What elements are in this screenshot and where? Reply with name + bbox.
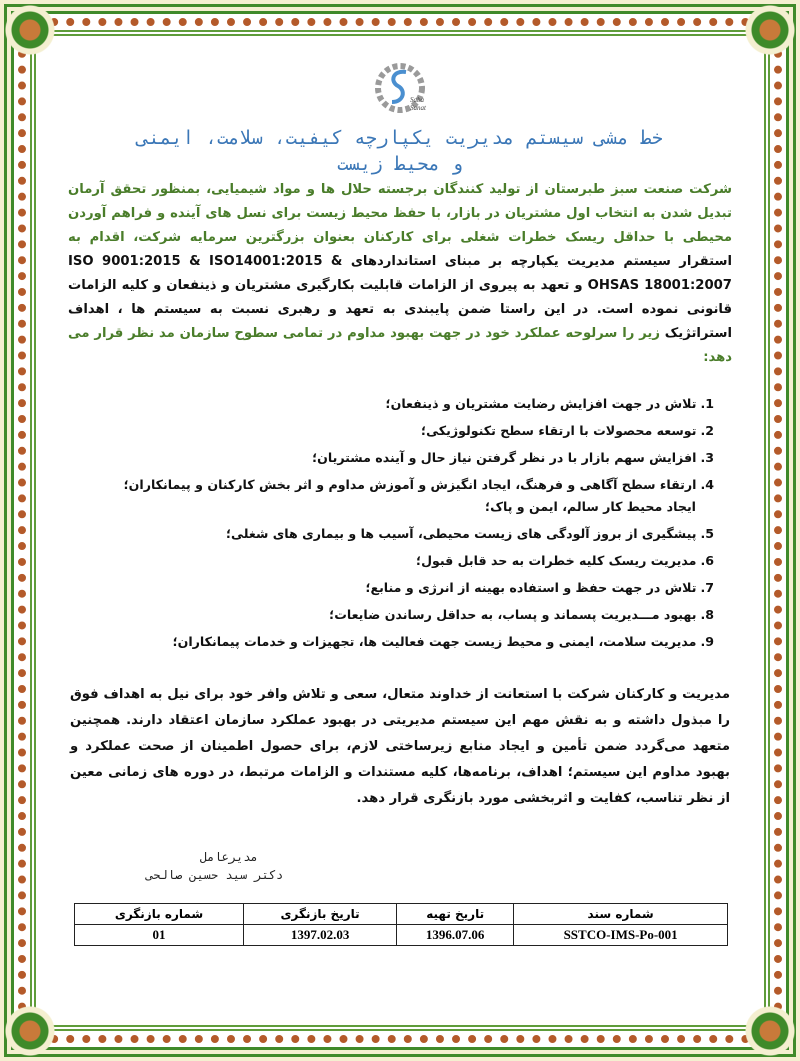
intro-paragraph — [68, 178, 732, 370]
strategic-goals-list — [72, 393, 714, 658]
signature-title: مدیرعامل — [200, 850, 258, 864]
table-header-row — [75, 904, 728, 925]
table-cell: 1396.07.06 — [397, 925, 514, 946]
corner-ornament-bottom-right — [740, 1001, 800, 1061]
corner-ornament-top-left — [0, 0, 60, 60]
list-item: 6.مدیریت ریسک کلیه خطرات به حد قابل قبول؛ — [416, 553, 714, 568]
table-row — [75, 925, 728, 946]
intro-tail-text: زیر را سرلوحه عملکرد خود در جهت بهبود مداوم در تمامی سطوح سازمان مد نظر قرار می دهد: — [68, 326, 732, 365]
table-header-cell: تاریخ بازنگری — [244, 904, 397, 925]
list-item: 2.توسعه محصولات با ارتقاء سطح تکنولوژیکی؛ — [421, 423, 714, 438]
intro-lead-text: شرکت صنعت سبز طبرستان از تولید کنندگان برجسته حلال ها و مواد شیمیایی، بمنظور تحقق آرمان تبدیل شدن به انتخاب اول مشتریان در بازار، با حفظ محیط زیست برای نسل های آینده و فراهم آوردن محیطی با حداقل ریسک خطرات شغلی برای کارکنان بعنوان بزرگترین سرمایه شرکت، اقدام به — [68, 182, 732, 245]
list-item-continuation: ایجاد محیط کار سالم، ایمن و پاک؛ — [485, 499, 696, 514]
table-header-cell: شماره سند — [514, 904, 728, 925]
table-cell: 1397.02.03 — [244, 925, 397, 946]
list-item: 4.ارتقاء سطح آگاهی و فرهنگ، ایجاد انگیزش و آموزش مداوم و اثر بخش کارکنان و پیمانکاران؛ ایجاد محیط کار سالم، ایمن و پاک؛ — [72, 474, 714, 518]
table-header-cell: شماره بازنگری — [75, 904, 244, 925]
table-cell: SSTCO-IMS-Po-001 — [514, 925, 728, 946]
policy-title — [60, 125, 740, 177]
list-item: 1.تلاش در جهت افزایش رضایت مشتریان و ذینفعان؛ — [385, 396, 714, 411]
list-item: 7.تلاش در جهت حفظ و استفاده بهینه از انرژی و منابع؛ — [365, 580, 714, 595]
list-item: 8.بهبود مـــدیریت پسماند و پساب، به حداقل رساندن ضایعات؛ — [329, 607, 714, 622]
list-item: 9.مدیریت سلامت، ایمنی و محیط زیست جهت فعالیت ها، تجهیزات و خدمات پیمانکاران؛ — [172, 634, 714, 649]
table-header-cell: تاریخ تهیه — [397, 904, 514, 925]
svg-text:Sanat: Sanat — [410, 104, 426, 112]
list-item: 5.پیشگیری از بروز آلودگی های زیست محیطی، آسیب ها و بیماری های شغلی؛ — [225, 526, 714, 541]
svg-text:Saba: Saba — [410, 96, 424, 104]
policy-title-line-2: و محیط زیست — [337, 153, 463, 175]
table-cell: 01 — [75, 925, 244, 946]
closing-paragraph: مدیریت و کارکنان شرکت با استعانت از خداوند متعال، سعی و تلاش وافر خود برای نیل به اهداف فوق را مبذول داشته و به نقش مهم این سیستم مدیریتی در بهبود عملکرد سازمان اعتقاد دارند. همچنین متعهد می‌گردد ضمن تأمین و ایجاد منابع زیرساختی لازم، برای حصول اطمینان از صحت عملکرد و بهبود مداوم این سیستم؛ اهداف، برنامه‌ها، کلیه مستندات و الزامات مرتبط، در دوره های زمانی معین از نظر تناسب، کفایت و اثربخشی مورد بازنگری قرار دهد. — [70, 687, 730, 806]
gear-logo-icon — [370, 58, 430, 120]
document-info-table — [74, 903, 728, 946]
corner-ornament-top-right — [740, 0, 800, 60]
signature-name: دکتر سید حسین صالحی — [146, 868, 284, 882]
corner-ornament-bottom-left — [0, 1001, 60, 1061]
list-item: 3.افزایش سهم بازار با در نظر گرفتن نیاز حال و آینده مشتریان؛ — [312, 450, 714, 465]
intro-middle-text: استقرار سیستم مدیریت یکپارچه بر مبنای استانداردهای & ISO 9001:2015 & ISO14001:2015 OHSAS 18001:2007 و تعهد به پیروی از الزامات قابلیت بکارگیری مشتریان و ذینفعان و کلیه الزامات قانونی نموده است. در این راستا ضمن پایبندی به تعهد و رهبری نسبت به سیستم ها ، اهداف استراتژیک — [68, 254, 732, 341]
policy-title-line-1: خط مشی سیستم مدیریت یکپارچه کیفیت، سلامت، ایمنی — [136, 127, 664, 149]
